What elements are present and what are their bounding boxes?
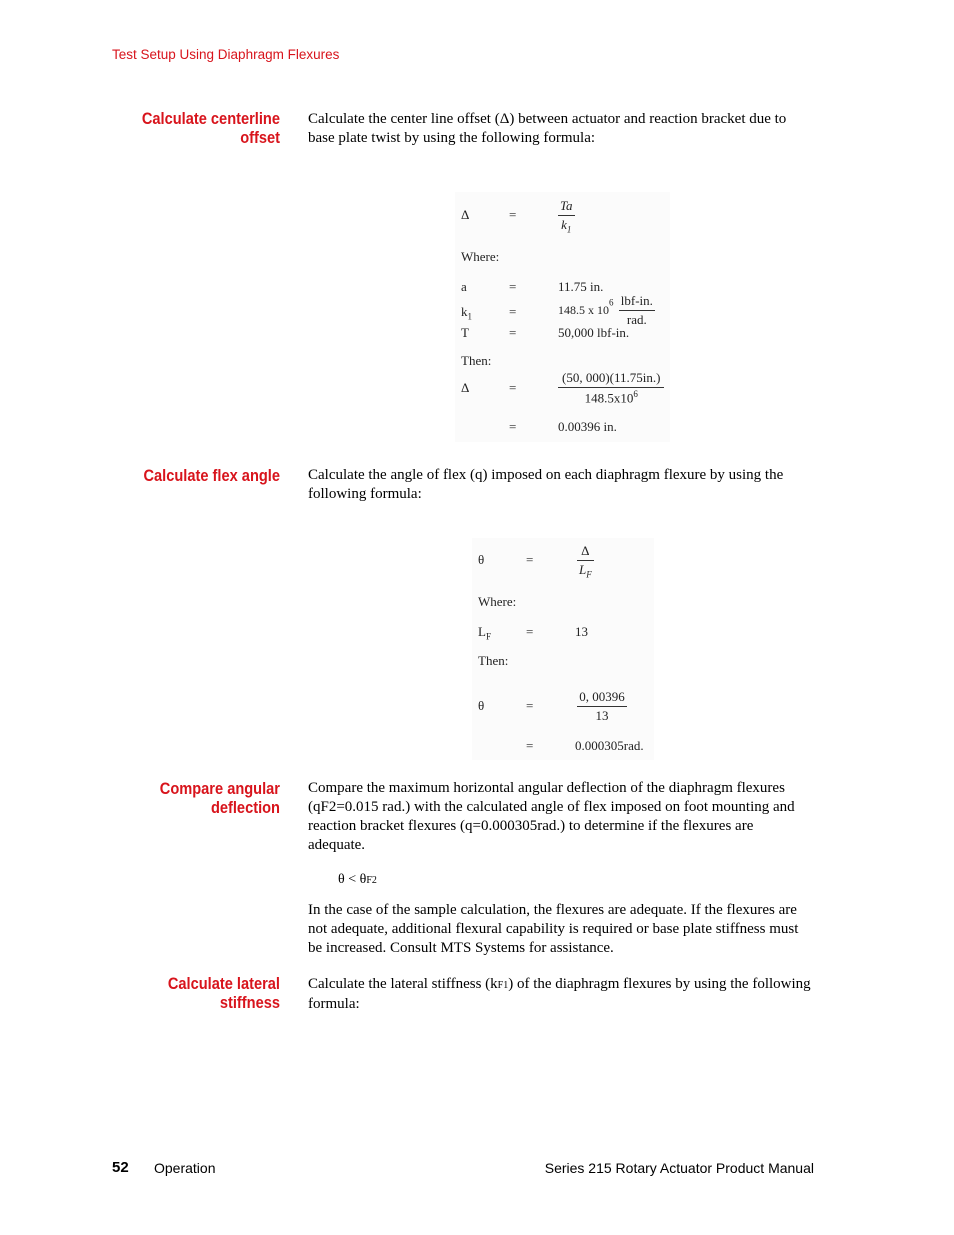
eq2-then-label: Then: [478, 653, 509, 668]
eq1-a-value: 11.75 in. [558, 279, 604, 294]
eq2-denominator: $L_F$ [579, 562, 592, 580]
page-number: 52 [112, 1159, 129, 1176]
heading-calculate-lateral-stiffness: Calculate lateral stiffness [167, 974, 280, 1012]
eq1-k-label: $k_1$ [461, 304, 472, 322]
eq1-where-label: Where: [461, 249, 500, 264]
lateral-description: Calculate the lateral stiffness (kF1) of the diaphragm flexures by using the following formula: [308, 976, 811, 1012]
compare-inequality: θ < θF2 [338, 872, 377, 887]
eq1-equals: = [509, 207, 517, 222]
eq1-t-value: 50,000 lbf-in. [558, 325, 630, 340]
eq1-then-delta: Δ [461, 380, 470, 395]
eq1-delta: Δ [461, 207, 470, 222]
eq2-result: 0.000305rad. [575, 738, 644, 753]
eq1-k-equals: = [509, 304, 517, 319]
flex-angle-description: Calculate the angle of flex (q) imposed on each diaphragm flexure by using the following formula: [308, 467, 784, 502]
heading-compare-angular-deflection: Compare angular deflection [159, 779, 280, 817]
equation-block-flex-angle [472, 538, 654, 760]
eq2-lf-equals: = [526, 624, 534, 639]
compare-conclusion: In the case of the sample calculation, the flexures are adequate. If the flexures are not adequate, additional flexural capability is required or base plate stiffness must be increased. Consult MTS Systems for assistance. [308, 902, 799, 956]
eq2-then-denominator: 13 [595, 708, 609, 723]
eq2-then-theta: θ [478, 698, 485, 713]
eq1-fraction [558, 198, 575, 235]
heading-calculate-flex-angle: Calculate flex angle [143, 466, 280, 485]
eq1-numerator: Ta [558, 198, 575, 216]
eq2-then-fraction [577, 689, 627, 724]
eq1-t-label: T [461, 325, 469, 340]
eq2-fraction [577, 543, 594, 580]
compare-description: Compare the maximum horizontal angular deflection of the diaphragm flexures (qF2=0.015 rad.) with the calculated angle of flex imposed on foot mounting and reaction bracket flexures (q=0.000305rad.) to determine if the flexures are adequate. [308, 780, 795, 853]
eq2-then-numerator: 0, 00396 [577, 689, 627, 707]
footer-manual-title: Series 215 Rotary Actuator Product Manual [544, 1160, 814, 1176]
eq2-equals: = [526, 552, 534, 567]
eq1-denominator: $k_1$ [561, 217, 572, 235]
footer-chapter: Operation [154, 1160, 216, 1176]
eq2-theta: θ [478, 552, 485, 567]
eq1-result-equals: = [509, 419, 517, 434]
eq2-then-equals: = [526, 698, 534, 713]
eq1-then-label: Then: [461, 353, 492, 368]
eq1-a-label: a [461, 279, 467, 294]
eq1-then-fraction [558, 370, 664, 406]
centerline-description: Calculate the center line offset (Δ) between actuator and reaction bracket due to base plate twist by using the following formula: [308, 111, 787, 146]
eq1-then-denominator: $148.5x10^6$ [584, 389, 638, 406]
eq1-k-value: 148.5 x $10^6$ $\frac{\text{lbf-in.}}{\text{rad.}}$ [558, 293, 653, 327]
running-header: Test Setup Using Diaphragm Flexures [112, 47, 340, 62]
eq1-a-equals: = [509, 279, 517, 294]
eq1-then-equals: = [509, 380, 517, 395]
eq2-numerator: Δ [577, 543, 594, 561]
eq1-t-equals: = [509, 325, 517, 340]
eq1-result: 0.00396 in. [558, 419, 617, 434]
eq1-k-unit-numerator: lbf-in. [619, 293, 655, 311]
eq2-lf-value: 13 [575, 624, 588, 639]
eq2-where-label: Where: [478, 594, 517, 609]
heading-calculate-centerline-offset: Calculate centerline offset [141, 109, 280, 147]
eq2-result-equals: = [526, 738, 534, 753]
eq2-lf-label: $L_F$ [478, 624, 491, 642]
eq1-then-numerator: (50, 000)(11.75in.) [558, 370, 664, 388]
eq1-k-unit-denominator: rad. [626, 312, 647, 327]
